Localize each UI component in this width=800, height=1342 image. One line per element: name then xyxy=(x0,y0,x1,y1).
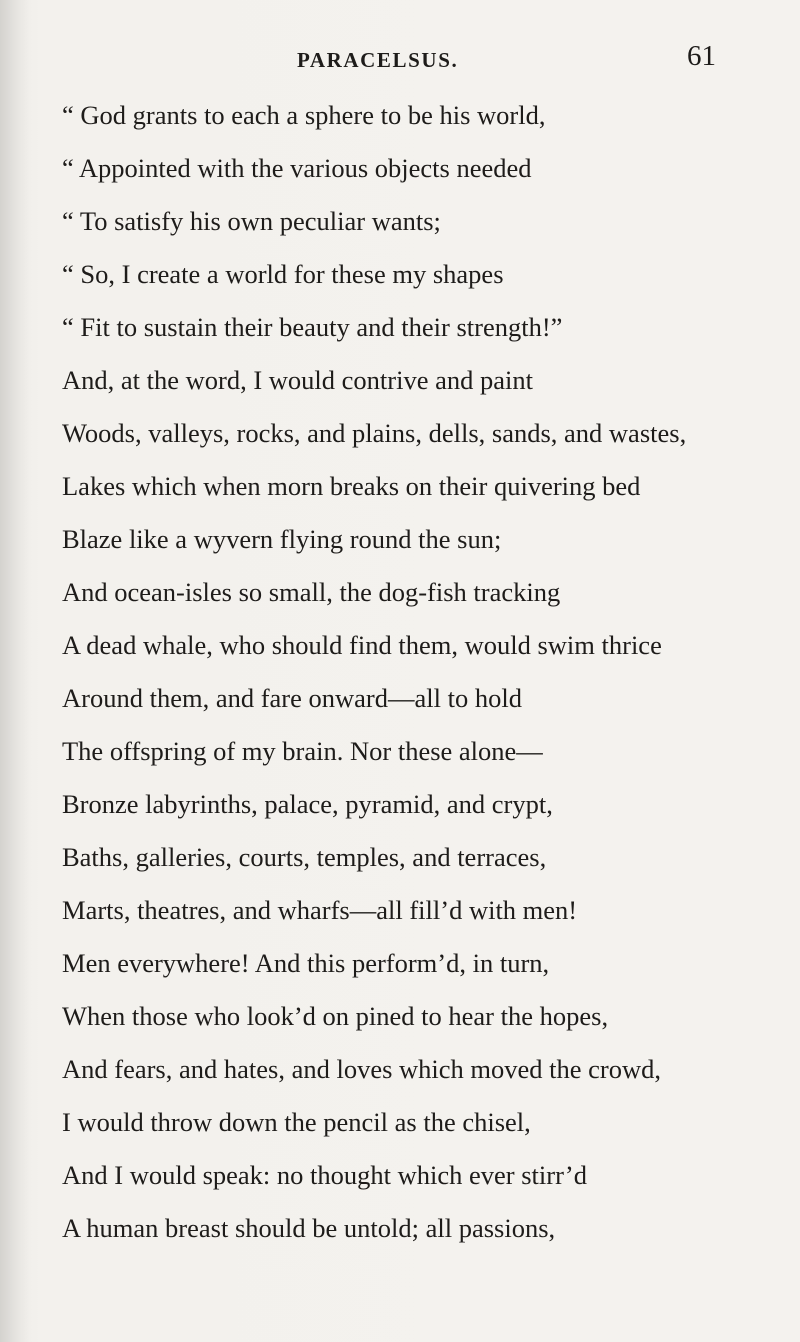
verse-line: Bronze labyrinths, palace, pyramid, and crypt, xyxy=(62,789,553,819)
verse-line: “ God grants to each a sphere to be his world, xyxy=(62,100,546,130)
verse-line: And, at the word, I would contrive and paint xyxy=(62,365,533,395)
verse-line: And ocean-isles so small, the dog-fish tracking xyxy=(62,577,561,607)
verse-line: And I would speak: no thought which ever stirr’d xyxy=(62,1160,587,1190)
verse-line: “ Appointed with the various objects needed xyxy=(62,153,532,183)
verse-line: Lakes which when morn breaks on their quivering bed xyxy=(62,471,641,501)
verse-line: And fears, and hates, and loves which moved the crowd, xyxy=(62,1054,662,1084)
verse-line: A human breast should be untold; all passions, xyxy=(62,1213,556,1243)
verse-line: Marts, theatres, and wharfs—all fill’d with men! xyxy=(62,895,578,925)
verse-line: Woods, valleys, rocks, and plains, dells, sands, and wastes, xyxy=(62,418,687,448)
binding-gutter xyxy=(0,0,30,1342)
verse-line: Blaze like a wyvern flying round the sun; xyxy=(62,524,502,554)
verse-line: I would throw down the pencil as the chisel, xyxy=(62,1107,531,1137)
verse-line: Around them, and fare onward—all to hold xyxy=(62,683,522,713)
verse-line: “ Fit to sustain their beauty and their strength!” xyxy=(62,312,563,342)
running-title: PARACELSUS. xyxy=(297,48,459,72)
verse-line: A dead whale, who should find them, would swim thrice xyxy=(62,630,662,660)
verse-line: When those who look’d on pined to hear the hopes, xyxy=(62,1001,609,1031)
verse-line: The offspring of my brain. Nor these alone— xyxy=(62,736,543,766)
verse-line: Baths, galleries, courts, temples, and terraces, xyxy=(62,842,547,872)
running-head xyxy=(0,38,800,78)
verse-line: “ So, I create a world for these my shapes xyxy=(62,259,504,289)
page-number: 61 xyxy=(687,40,716,72)
verse-line: Men everywhere! And this perform’d, in turn, xyxy=(62,948,550,978)
verse-line: “ To satisfy his own peculiar wants; xyxy=(62,206,441,236)
